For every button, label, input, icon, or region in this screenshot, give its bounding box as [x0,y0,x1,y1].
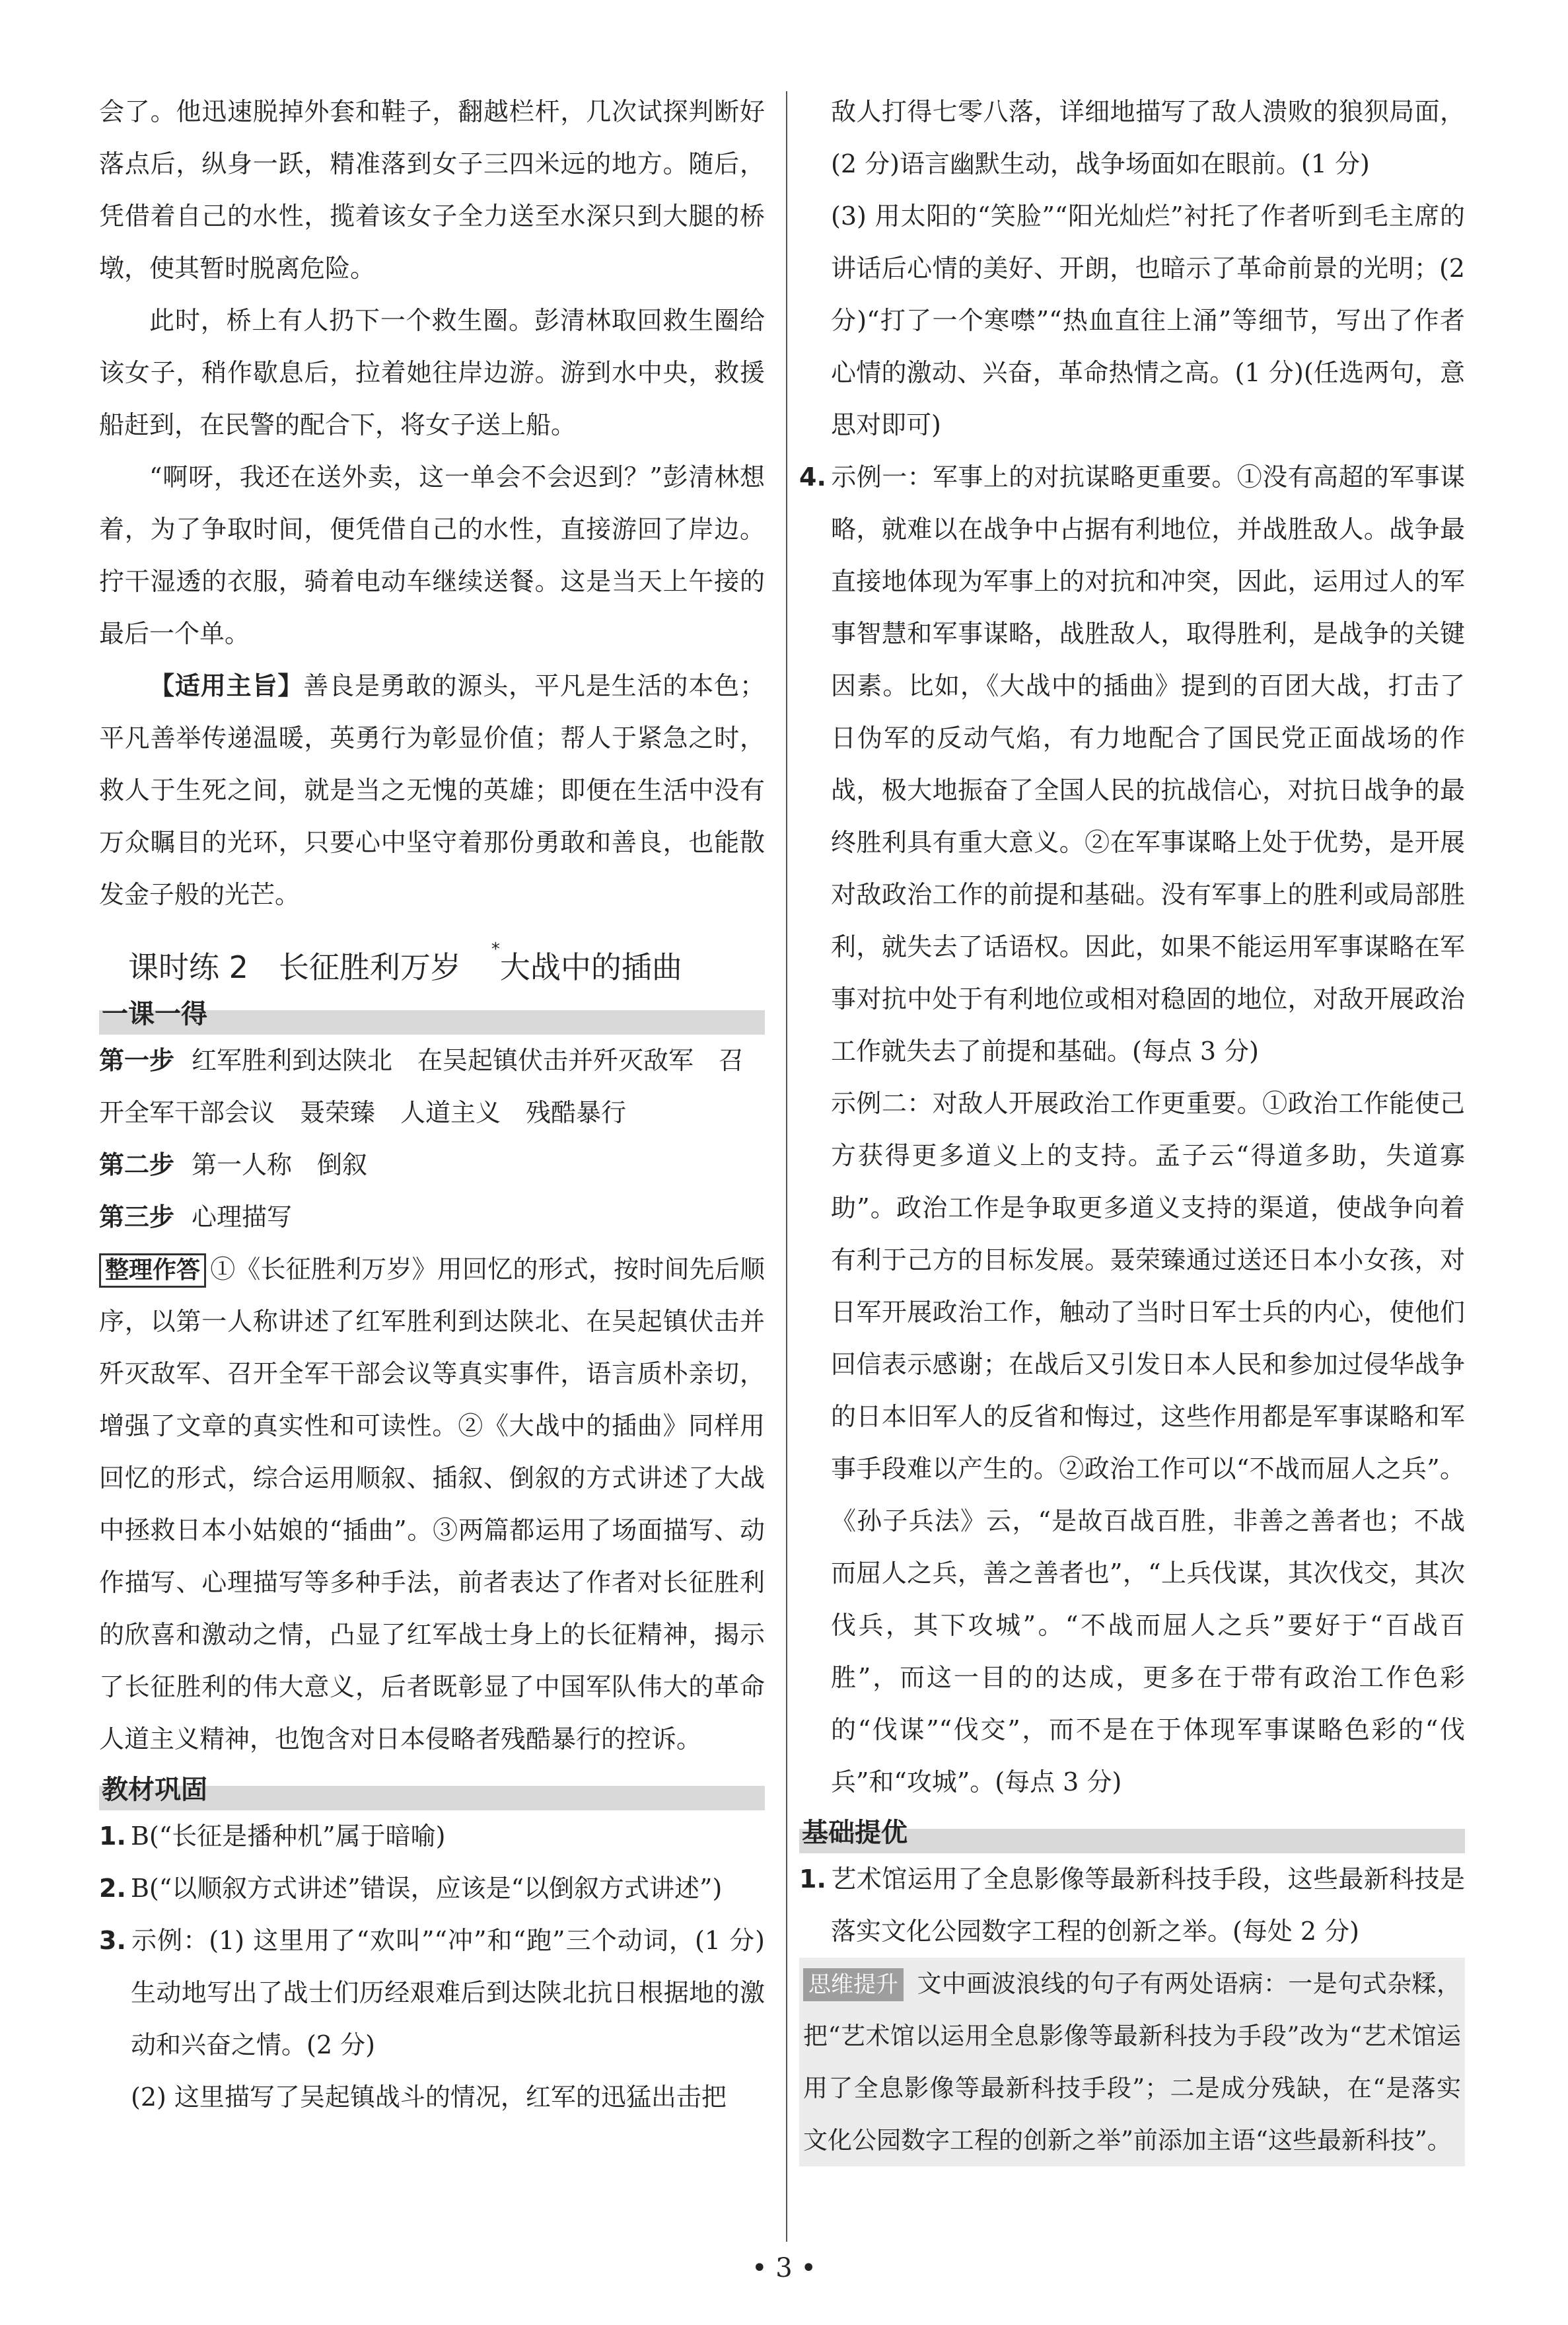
question-4 [799,451,1465,1078]
organize-answer-text: ①《长征胜利万岁》用回忆的形式，按时间先后顺序，以第一人称讲述了红军胜利到达陕北、在吴起镇伏击并歼灭敌军、召开全军干部会议等真实事件，语言质朴亲切，增强了文章的真实性和可读性。②《大战中的插曲》同样用回忆的形式，综合运用顺叙、插叙、倒叙的方式讲述了大战中拯救日本小姑娘的“插曲”。③两篇都运用了场面描写、动作描写、心理描写等多种手法，前者表达了作者对长征胜利的欣喜和激动之情，凸显了红军战士身上的长征精神，揭示了长征胜利的伟大意义，后者既彰显了中国军队伟大的革命人道主义精神，也饱含对日本侵略者残酷暴行的控诉。 [99,1255,765,1753]
question-3-part-3: (3) 用太阳的“笑脸”“阳光灿烂”衬托了作者听到毛主席的讲话后心情的美好、开朗，也暗示了革命前景的光明；(2 分)“打了一个寒噤”“热血直往上涌”等细节，写出了作者心情的激动、兴奋，革命热情之高。(1 分)(任选两句，意思对即可) [831,202,1465,439]
thinking-boost-tag: 思维提升 [803,1968,904,2001]
story-paragraph-3: “啊呀，我还在送外卖，这一单会不会迟到？”彭清林想着，为了争取时间，便凭借自己的水性，直接游回了岸边。拧干湿透的衣服，骑着电动车继续送餐。这是当天上午接的最后一个单。 [99,462,765,648]
organize-answer-label: 整理作答 [99,1253,206,1288]
question-1-number: 1. [99,1822,126,1851]
question-3-part-2-continued: 敌人打得七零八落，详细地描写了敌人溃败的狼狈局面，(2 分)语言幽默生动，战争场面如在眼前。(1 分) [831,97,1465,178]
step-1-label: 第一步 [99,1046,175,1075]
step-2-text: 第一人称 倒叙 [192,1150,368,1179]
question-3 [99,1915,765,2071]
question-3-text: 示例：(1) 这里用了“欢叫”“冲”和“跑”三个动词，(1 分)生动地写出了战士们历经艰难后到达陕北抗日根据地的激动和兴奋之情。(2 分) [131,1926,765,2059]
left-column [99,86,765,2123]
right-column [799,86,1465,2166]
theme-paragraph [99,660,765,921]
story-paragraph-2: 此时，桥上有人扔下一个救生圈。彭清林取回救生圈给该女子，稍作歇息后，拉着她往岸边游。游到水中央，救援船赶到，在民警的配合下，将女子送上船。 [99,306,765,439]
question-4-example-2: 示例二：对敌人开展政治工作更重要。①政治工作能使己方获得更多道义上的支持。孟子云“得道多助，失道寡助”。政治工作是争取更多道义支持的渠道，使战争向着有利于己方的目标发展。聂荣臻通过送还日本小女孩，对日军开展政治工作，触动了当时日军士兵的内心，使他们回信表示感谢；在战后又引发日本人民和参加过侵华战争的日本旧军人的反省和悔过，这些作用都是军事谋略和军事手段难以产生的。②政治工作可以“不战而屈人之兵”。《孙子兵法》云，“是故百战百胜，非善之善者也；不战而屈人之兵，善之善者也”，“上兵伐谋，其次伐交，其次伐兵，其下攻城”。“不战而屈人之兵”要好于“百战百胜”，而这一目的的达成，更多在于带有政治工作色彩的“伐谋”“伐交”，而不是在于体现军事谋略色彩的“伐兵”和“攻城”。(每点 3 分) [831,1089,1465,1796]
organize-answer [99,1243,765,1765]
step-1 [99,1035,765,1139]
lesson-title-part-a: 课时练 2 长征胜利万岁 [128,949,491,985]
step-2 [99,1139,765,1191]
basic-question-1-text: 艺术馆运用了全息影像等最新科技手段，这些最新科技是落实文化公园数字工程的创新之举。(每处 2 分) [831,1864,1465,1946]
question-1 [99,1810,765,1863]
section-heading-jichu: 基础提优 [799,1812,1465,1853]
theme-label: 【适用主旨】 [149,671,304,700]
step-1-text: 红军胜利到达陕北 在吴起镇伏击并歼灭敌军 召开全军干部会议 聂荣臻 人道主义 残酷暴行 [99,1046,744,1127]
question-3-number: 3. [99,1926,126,1955]
thinking-boost-text: 文中画波浪线的句子有两处语病：一是句式杂糅，把“艺术馆以运用全息影像等最新科技为手段”改为“艺术馆运用了全息影像等最新科技手段”；二是成分残缺，在“是落实文化公园数字工程的创新之举”前添加主语“这些最新科技”。 [803,1970,1461,2155]
column-divider [786,91,787,2242]
question-3-part-2: (2) 这里描写了吴起镇战斗的情况，红军的迅猛出击把 [131,2083,727,2112]
theme-text: 善良是勇敢的源头，平凡是生活的本色；平凡善举传递温暖，英勇行为彰显价值；帮人于紧急之时，救人于生死之间，就是当之无愧的英雄；即便在生活中没有万众瞩目的光环，只要心中坚守着那份勇敢和善良，也能散发金子般的光芒。 [99,671,765,909]
basic-question-1 [799,1853,1465,1958]
step-3-label: 第三步 [99,1202,175,1232]
lesson-title-part-b: 大战中的插曲 [499,949,682,985]
page-number: • 3 • [751,2253,817,2283]
section-heading-jiaocai: 教材巩固 [99,1769,765,1810]
question-4-number: 4. [799,462,826,492]
section-heading-yikeyide: 一课一得 [99,994,765,1035]
step-3 [99,1191,765,1243]
question-2-number: 2. [99,1874,126,1903]
lesson-title-star: * [491,940,500,959]
basic-question-1-number: 1. [799,1864,826,1894]
step-2-label: 第二步 [99,1150,175,1179]
lesson-title [128,941,765,994]
thinking-boost-box [799,1958,1465,2166]
question-1-text: B(“长征是播种机”属于暗喻) [131,1822,446,1851]
step-3-text: 心理描写 [192,1202,293,1232]
question-2 [99,1863,765,1915]
question-4-text: 示例一：军事上的对抗谋略更重要。①没有高超的军事谋略，就难以在战争中占据有利地位，并战胜敌人。战争最直接地体现为军事上的对抗和冲突，因此，运用过人的军事智慧和军事谋略，战胜敌人，取得胜利，是战争的关键因素。比如，《大战中的插曲》提到的百团大战，打击了日伪军的反动气焰，有力地配合了国民党正面战场的作战，极大地振奋了全国人民的抗战信心，对抗日战争的最终胜利具有重大意义。②在军事谋略上处于优势，是开展对敌政治工作的前提和基础。没有军事上的胜利或局部胜利，就失去了话语权。因此，如果不能运用军事谋略在军事对抗中处于有利地位或相对稳固的地位，对敌开展政治工作就失去了前提和基础。(每点 3 分) [831,462,1465,1066]
question-2-text: B(“以顺叙方式讲述”错误，应该是“以倒叙方式讲述”) [131,1874,723,1903]
story-paragraph-1: 会了。他迅速脱掉外套和鞋子，翻越栏杆，几次试探判断好落点后，纵身一跃，精准落到女子三四米远的地方。随后，凭借着自己的水性，揽着该女子全力送至水深只到大腿的桥墩，使其暂时脱离危险。 [99,97,765,283]
